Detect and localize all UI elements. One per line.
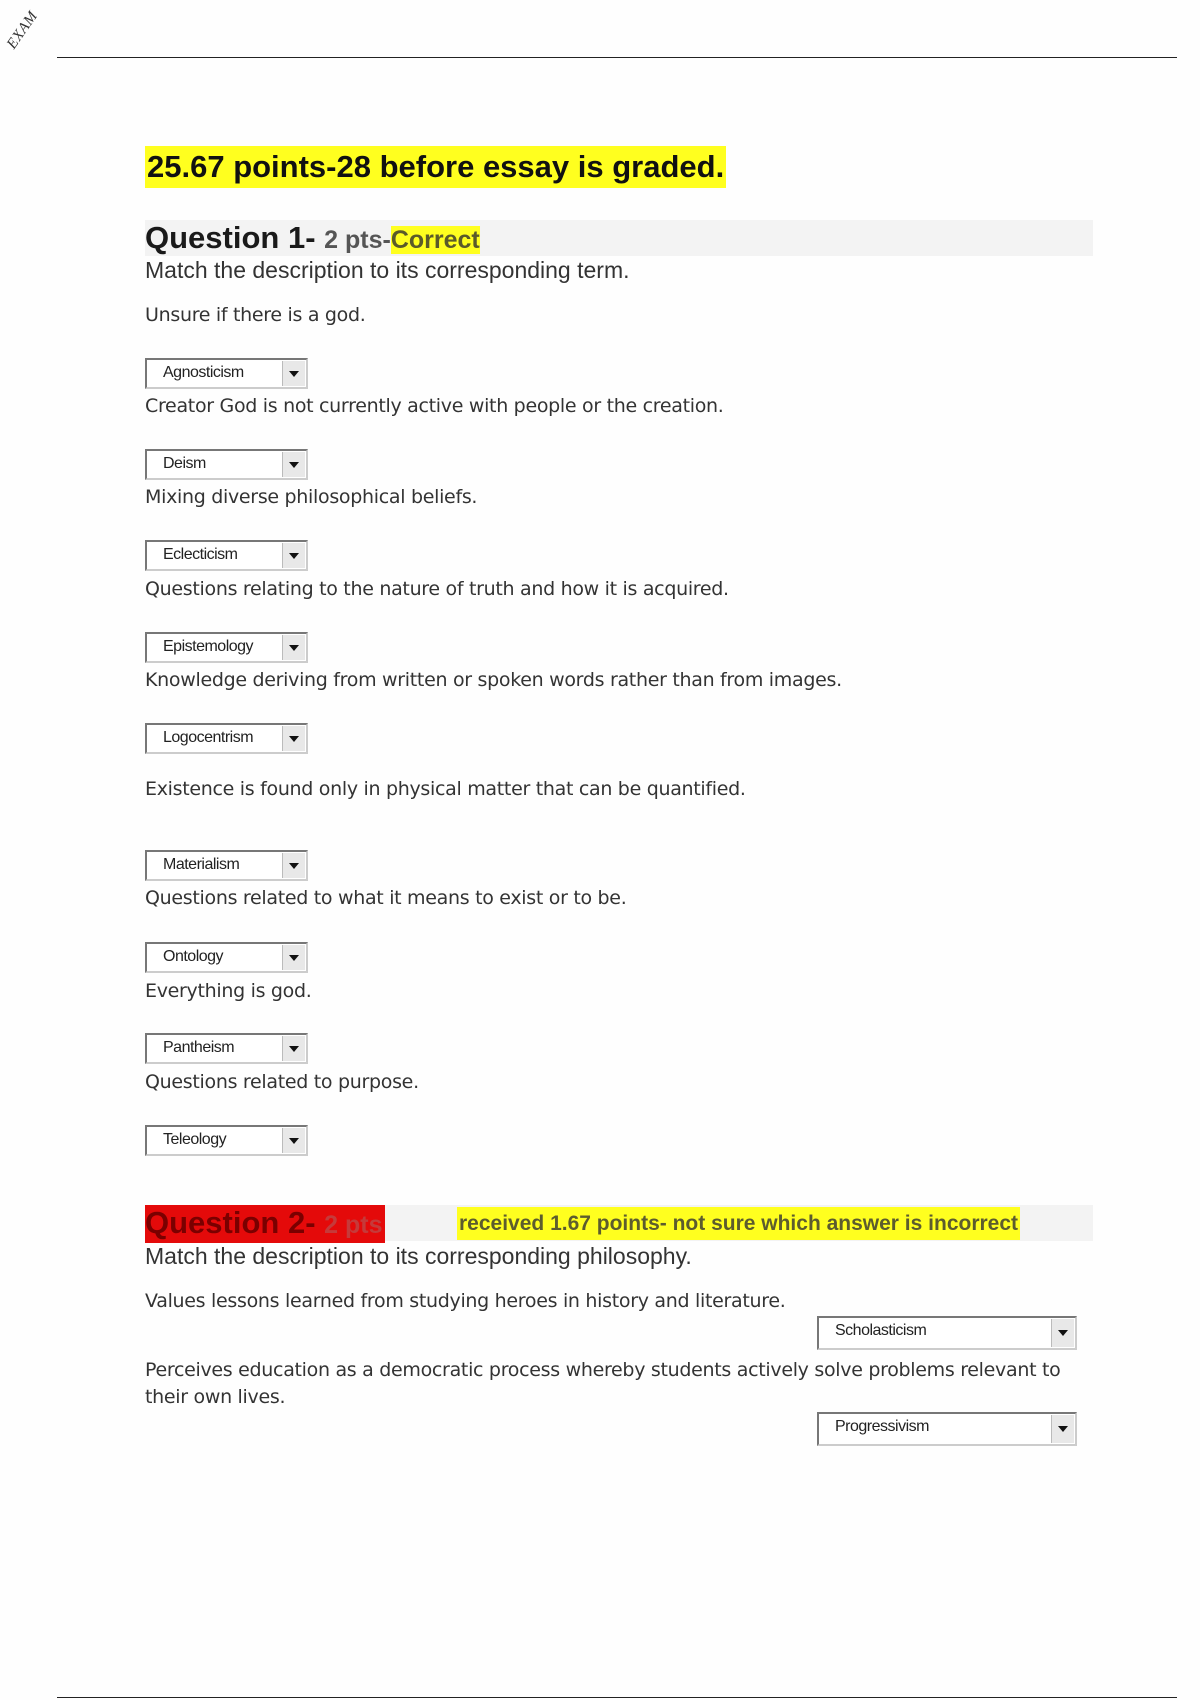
q1-item-5-select[interactable]: [145, 723, 308, 754]
question-1-title: Question 1-: [145, 220, 316, 255]
q1-item-2-select[interactable]: [145, 449, 308, 480]
q1-item-7-selected-value: Ontology: [163, 948, 224, 965]
question-2-points: 2 pts: [324, 1211, 383, 1239]
chevron-down-icon[interactable]: [282, 452, 305, 477]
q1-item-6-description: Existence is found only in physical matter that can be quantified.: [145, 778, 746, 800]
q1-item-3-select[interactable]: [145, 540, 308, 571]
q2-item-1-selected-value: Scholasticism: [835, 1322, 927, 1339]
q1-item-9-selected-value: Teleology: [163, 1131, 227, 1148]
question-2-received-note: received 1.67 points- not sure which answer is incorrect: [457, 1207, 1020, 1240]
q2-item-2-selected-value: Progressivism: [835, 1418, 929, 1435]
q1-item-2-description: Creator God is not currently active with people or the creation.: [145, 395, 724, 417]
q1-item-8-description: Everything is god.: [145, 980, 312, 1002]
chevron-down-icon[interactable]: [282, 543, 305, 568]
q1-item-5-description: Knowledge deriving from written or spoken words rather than from images.: [145, 669, 842, 691]
question-1-instruction: Match the description to its corresponding term.: [145, 257, 630, 283]
chevron-down-icon[interactable]: [282, 1128, 305, 1153]
q1-item-6-select[interactable]: [145, 850, 308, 881]
q2-item-2-description: Perceives education as a democratic process whereby students actively solve problems relevant to their own lives.: [145, 1359, 1061, 1408]
chevron-down-icon[interactable]: [282, 726, 305, 751]
question-2-header: [145, 1205, 1093, 1241]
score-note: 25.67 points-28 before essay is graded.: [145, 146, 726, 188]
exam-watermark: EXAM: [3, 8, 42, 52]
q1-item-2-selected-value: Deism: [163, 455, 206, 472]
q1-item-1-description: Unsure if there is a god.: [145, 304, 366, 326]
q1-item-6-selected-value: Materialism: [163, 856, 240, 873]
chevron-down-icon[interactable]: [282, 853, 305, 878]
header-rule: [57, 57, 1177, 58]
q1-item-5-selected-value: Logocentrism: [163, 729, 254, 746]
q2-item-1-select[interactable]: [817, 1316, 1077, 1350]
q1-item-3-selected-value: Eclecticism: [163, 546, 238, 563]
chevron-down-icon[interactable]: [1051, 1319, 1074, 1347]
chevron-down-icon[interactable]: [282, 361, 305, 386]
question-2-instruction: Match the description to its corresponding philosophy.: [145, 1243, 692, 1269]
q1-item-8-select[interactable]: [145, 1033, 308, 1064]
chevron-down-icon[interactable]: [282, 1036, 305, 1061]
q2-item-2-select[interactable]: [817, 1412, 1077, 1446]
question-2-title: Question 2-: [145, 1205, 316, 1240]
q1-item-1-selected-value: Agnosticism: [163, 364, 244, 381]
q1-item-9-select[interactable]: [145, 1125, 308, 1156]
q1-item-4-description: Questions relating to the nature of truth and how it is acquired.: [145, 578, 729, 600]
q2-item-1-description: Values lessons learned from studying heroes in history and literature.: [145, 1290, 786, 1312]
chevron-down-icon[interactable]: [1051, 1415, 1074, 1443]
chevron-down-icon[interactable]: [282, 945, 305, 970]
footer-rule: [57, 1697, 1177, 1698]
q1-item-7-description: Questions related to what it means to exist or to be.: [145, 887, 627, 909]
q1-item-9-description: Questions related to purpose.: [145, 1071, 419, 1093]
q1-item-3-description: Mixing diverse philosophical beliefs.: [145, 486, 478, 508]
q1-item-8-selected-value: Pantheism: [163, 1039, 235, 1056]
q1-item-4-selected-value: Epistemology: [163, 638, 254, 655]
question-1-status-badge: Correct: [390, 226, 480, 254]
q1-item-4-select[interactable]: [145, 632, 308, 663]
chevron-down-icon[interactable]: [282, 635, 305, 660]
question-1-header: [145, 220, 1093, 256]
question-1-points: 2 pts-: [324, 226, 391, 254]
q1-item-7-select[interactable]: [145, 942, 308, 973]
q1-item-1-select[interactable]: [145, 358, 308, 389]
